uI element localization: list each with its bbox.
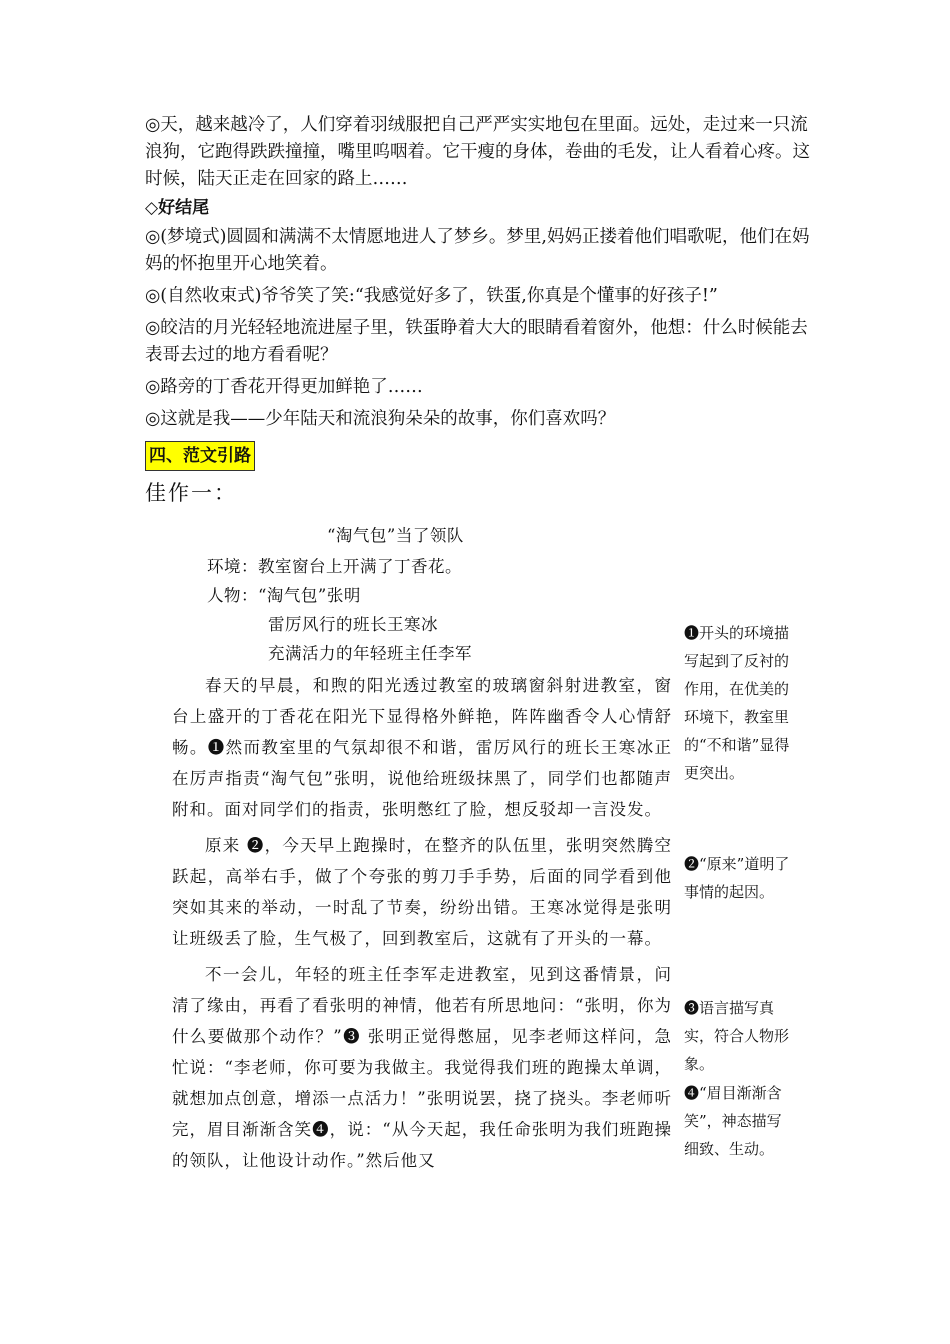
subheading: 佳作一：	[145, 481, 237, 505]
essay-paragraph-1: 春天的早晨，和煦的阳光透过教室的玻璃窗斜射进教室，窗台上盛开的丁香花在阳光下显得格外鲜艳，阵阵幽香令人心情舒畅。❶然而教室里的气氛却很不和谐，雷厉风行的班长王寒冰正在厉声指责“淘气包”张明，说他给班级抹黑了，同学们也都随声附和。面对同学们的指责，张明憋红了脸，想反驳却一言没发。	[172, 676, 672, 819]
essay-environment: 环境：教室窗台上开满了丁香花。	[207, 557, 462, 576]
essay-characters: 人物：“淘气包”张明	[207, 586, 361, 605]
section-title: 四、范文引路	[145, 441, 255, 471]
essay-character: 雷厉风行的班长王寒冰	[268, 615, 438, 634]
ending-item: ◎(梦境式)圆圆和满满不太情愿地进人了梦乡。梦里,妈妈正搂着他们唱歌呢，他们在妈妈的怀抱里开心地笑着。	[145, 227, 810, 274]
ending-heading: ◇好结尾	[145, 198, 210, 218]
essay-paragraph-3: 不一会儿，年轻的班主任李军走进教室，见到这番情景，问清了缘由，再看了看张明的神情，他若有所思地问：“张明，你为什么要做那个动作？”❸ 张明正觉得憋屈，见李老师这样问，急忙说：“李老师，你可要为我做主。我觉得我们班的跑操太单调，就想加点创意，增添一点活力！”张明说罢，挠了挠头。李老师听完，眉目渐渐含笑❹，说：“从今天起，我任命张明为我们班跑操的领队，让他设计动作。”然后他又	[172, 965, 672, 1170]
essay-character: 充满活力的年轻班主任李军	[268, 644, 472, 663]
margin-note-4: ❹“眉目渐渐含笑”，神态描写细致、生动。	[684, 1084, 782, 1158]
ending-item: ◎这就是我——少年陆天和流浪狗朵朵的故事，你们喜欢吗？	[145, 409, 616, 429]
margin-note-3: ❸语言描写真实，符合人物形象。	[684, 999, 790, 1073]
ending-item: ◎路旁的丁香花开得更加鲜艳了……	[145, 377, 423, 397]
ending-item: ◎(自然收束式)爷爷笑了笑:“我感觉好多了，铁蛋,你真是个懂事的好孩子!”	[145, 286, 718, 306]
margin-note-2: ❷“原来”道明了事情的起因。	[684, 855, 790, 901]
essay-title: “淘气包”当了领队	[327, 526, 464, 545]
sample-essay	[172, 522, 672, 1176]
intro-paragraph: ◎天，越来越冷了，人们穿着羽绒服把自己严严实实地包在里面。远处，走过来一只流浪狗，它跑得跌跌撞撞，嘴里呜咽着。它干瘦的身体，卷曲的毛发，让人看着心疼。这时候，陆天正走在回家的路上……	[145, 115, 810, 189]
ending-item: ◎皎洁的月光轻轻地流进屋子里，铁蛋睁着大大的眼睛看着窗外，他想：什么时候能去表哥去过的地方看看呢？	[145, 318, 808, 365]
top-section	[145, 112, 815, 509]
essay-paragraph-2: 原来 ❷，今天早上跑操时，在整齐的队伍里，张明突然腾空跃起，高举右手，做了个夸张的剪刀手手势，后面的同学看到他突如其来的举动，一时乱了节奏，纷纷出错。王寒冰觉得是张明让班级丢了脸，生气极了，回到教室后，这就有了开头的一幕。	[172, 836, 672, 948]
margin-note-1: ❶开头的环境描写起到了反衬的作用，在优美的环境下，教室里的“不和谐”显得更突出。	[684, 624, 790, 782]
